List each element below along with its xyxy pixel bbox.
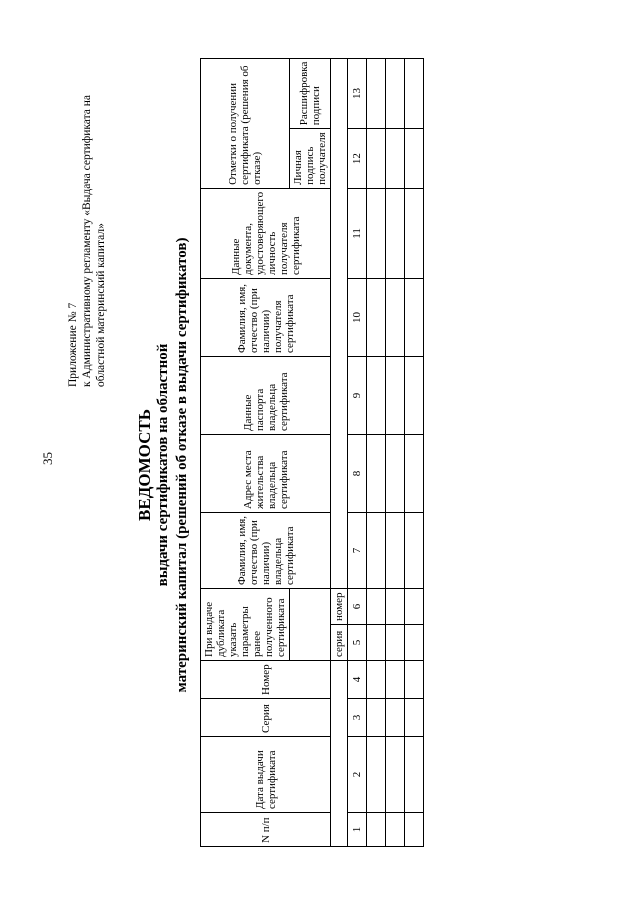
- table-cell: [367, 357, 386, 435]
- table-cell: [367, 279, 386, 357]
- header-recipient-name: Фамилия, имя, отчество (при наличии) получателя сертификата: [201, 279, 331, 357]
- table-cell: [367, 435, 386, 513]
- table-row: [367, 58, 386, 846]
- title-line-2: выдачи сертификатов на областной: [155, 343, 171, 587]
- table-cell: [386, 435, 405, 513]
- header-duplicate-spacer: [290, 589, 331, 661]
- title-line-1: ВЕДОМОСТЬ: [135, 409, 154, 521]
- annex-line-3: областной материнский капитал»: [95, 223, 107, 387]
- table-cell: [386, 625, 405, 661]
- table-cell: [386, 279, 405, 357]
- document-title: [135, 115, 192, 815]
- header-duplicate: При выдаче дубликата указать параметры ранее полученного сертификата: [201, 589, 290, 661]
- table-cell: [386, 699, 405, 737]
- col-number: 10: [348, 279, 367, 357]
- table-cell: [386, 589, 405, 625]
- col-number: 9: [348, 357, 367, 435]
- header-signature: Личная подпись получателя: [290, 129, 331, 189]
- table-cell: [405, 188, 424, 278]
- table-cell: [367, 129, 386, 189]
- table-cell: [405, 813, 424, 847]
- col-number: 4: [348, 661, 367, 699]
- col-number: 3: [348, 699, 367, 737]
- table-cell: [405, 699, 424, 737]
- table-cell: [405, 589, 424, 625]
- column-number-row: [348, 58, 367, 846]
- header-passport: Данные паспорта владельца сертификата: [201, 357, 331, 435]
- col-number: 8: [348, 435, 367, 513]
- table-cell: [386, 737, 405, 813]
- annex-line-1: Приложение № 7: [67, 302, 79, 387]
- table-cell: [405, 357, 424, 435]
- page-number: 35: [40, 452, 55, 465]
- table-cell: [367, 737, 386, 813]
- header-number: Номер: [201, 661, 331, 699]
- table-cell: [405, 661, 424, 699]
- col-number: 12: [348, 129, 367, 189]
- table-row: [386, 58, 405, 846]
- table-cell: [367, 625, 386, 661]
- header-date: Дата выдачи сертификата: [201, 737, 331, 813]
- col-number: 6: [348, 589, 367, 625]
- annex-note: [66, 42, 108, 387]
- col-number: 5: [348, 625, 367, 661]
- col-number: 1: [348, 813, 367, 847]
- header-row-1: [201, 58, 290, 846]
- header-gap-right: [331, 58, 348, 588]
- table-cell: [367, 813, 386, 847]
- table-cell: [405, 279, 424, 357]
- table-cell: [405, 129, 424, 189]
- table-cell: [367, 589, 386, 625]
- table-cell: [405, 513, 424, 589]
- col-number: 13: [348, 58, 367, 129]
- table-cell: [367, 58, 386, 129]
- table-cell: [367, 513, 386, 589]
- header-decoding: Расшифровка подписи: [290, 58, 331, 129]
- table-cell: [386, 188, 405, 278]
- title-line-3: материнский капитал (решений об отказе в выдачи сертификатов): [174, 237, 190, 693]
- header-row-4: [331, 58, 348, 846]
- table-cell: [405, 737, 424, 813]
- annex-line-2: к Административному регламенту «Выдача сертификата на: [81, 94, 93, 387]
- table-cell: [386, 357, 405, 435]
- table-cell: [386, 661, 405, 699]
- table-cell: [367, 188, 386, 278]
- header-num: N п/п: [201, 813, 331, 847]
- table-cell: [386, 813, 405, 847]
- table-row: [405, 58, 424, 846]
- col-number: 2: [348, 737, 367, 813]
- header-owner-name: Фамилия, имя, отчество (при наличии) владельца сертификата: [201, 513, 331, 589]
- header-address: Адрес места жительства владельца сертификата: [201, 435, 331, 513]
- header-document: Данные документа, удостоверяющего личность получателя сертификата: [201, 188, 331, 278]
- table-cell: [405, 435, 424, 513]
- table-cell: [405, 625, 424, 661]
- table-cell: [367, 661, 386, 699]
- col-number: 7: [348, 513, 367, 589]
- header-marks: Отметки о получении сертификата (решения об отказе): [201, 58, 290, 188]
- table-cell: [405, 58, 424, 129]
- header-dup-number: номер: [331, 589, 348, 625]
- table-cell: [386, 58, 405, 129]
- table-cell: [386, 129, 405, 189]
- header-dup-series: серия: [331, 625, 348, 661]
- table-cell: [386, 513, 405, 589]
- table-cell: [367, 699, 386, 737]
- header-gap-left: [331, 661, 348, 847]
- col-number: 11: [348, 188, 367, 278]
- header-series: Серия: [201, 699, 331, 737]
- register-table: [200, 58, 424, 847]
